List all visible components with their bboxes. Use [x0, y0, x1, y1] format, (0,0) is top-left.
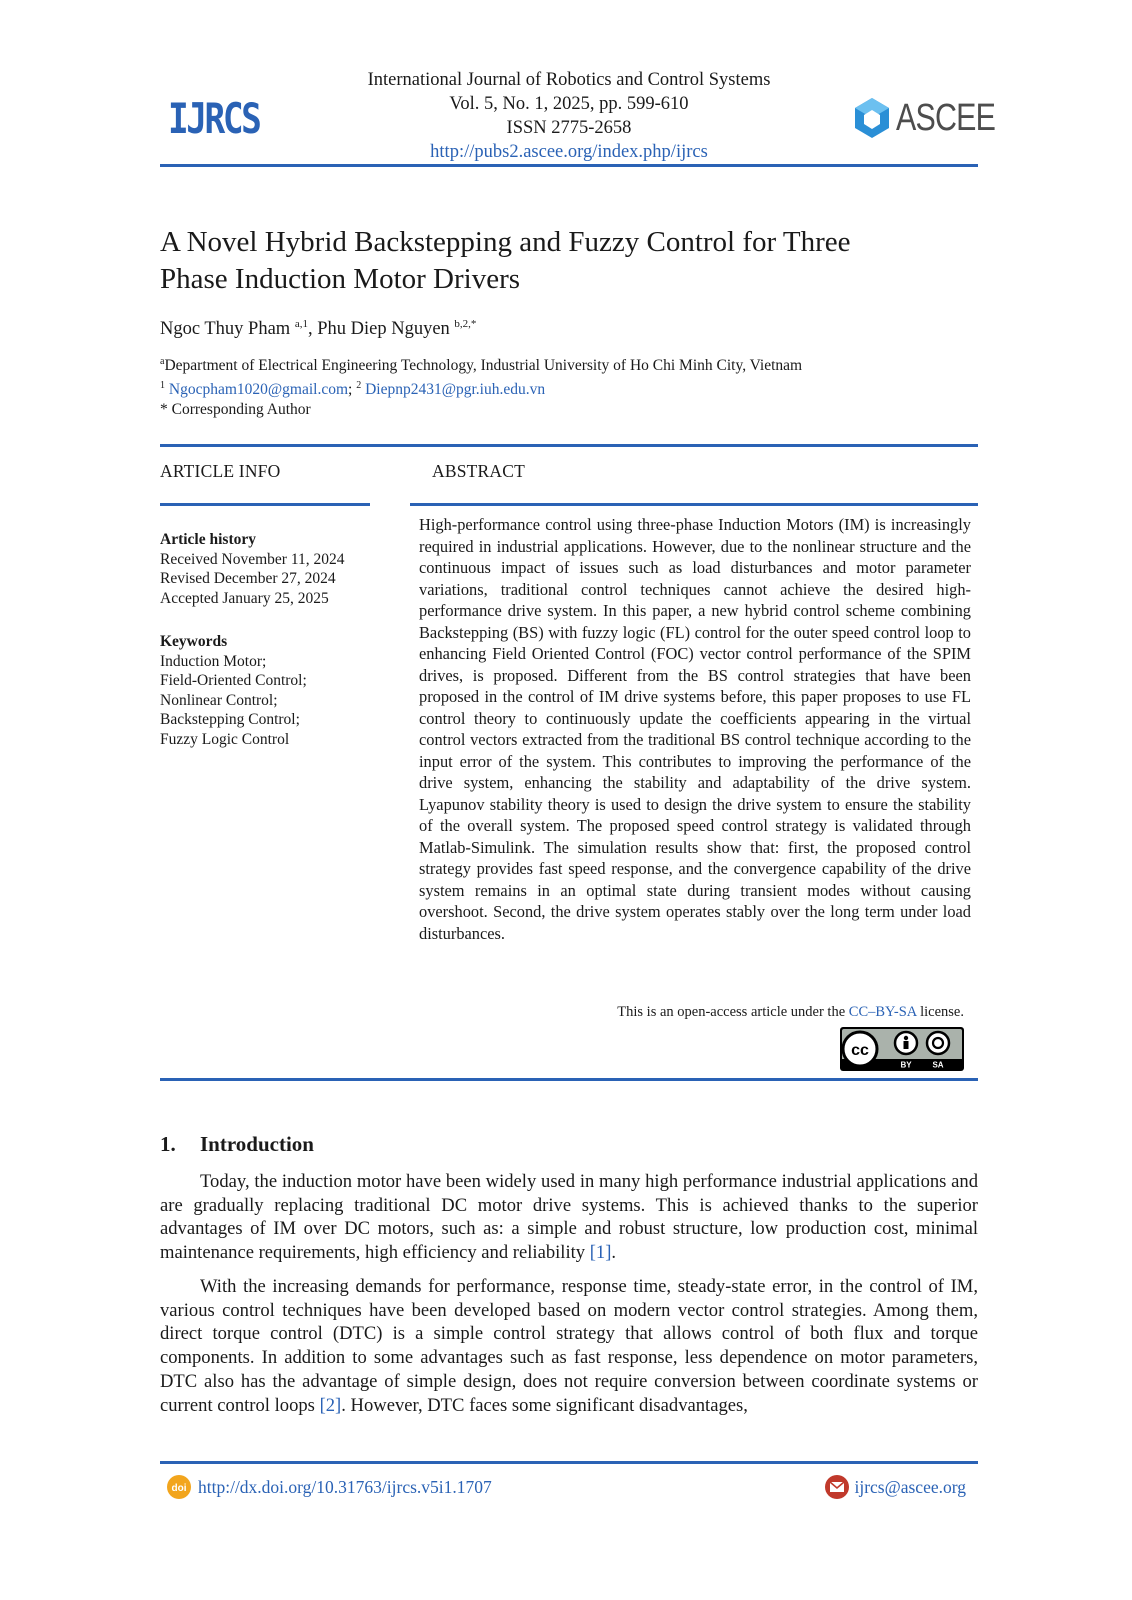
contact-email-link[interactable]: ijrcs@ascee.org	[854, 1476, 966, 1497]
ascee-hexagon-icon	[852, 96, 892, 140]
abstract-bottom-rule	[160, 1078, 978, 1081]
paragraph-text: Today, the induction motor have been widely used in many high performance industrial applications and are gradually replacing traditional DC motor drive systems. This is achieved thanks to the superior advantages of IM over DC motors, such as: a simple and robust structure, low production cost, minimal maintenance requirements, high efficiency and reliability	[160, 1171, 978, 1264]
author-name: Phu Diep Nguyen	[317, 319, 450, 340]
open-access-suffix: license.	[916, 1004, 964, 1020]
doi-icon	[166, 1474, 192, 1500]
journal-header	[160, 68, 996, 168]
journal-volume: Vol. 5, No. 1, 2025, pp. 599-610	[449, 94, 689, 114]
info-top-rule	[160, 444, 978, 447]
license-link[interactable]: CC–BY-SA	[848, 1004, 917, 1020]
paper-title	[160, 224, 978, 298]
doi-icon-text: doi	[171, 1483, 187, 1494]
footer-rule	[160, 1461, 978, 1464]
badge-by-label: BY	[900, 1060, 912, 1070]
keyword-item: Field-Oriented Control;	[160, 672, 307, 689]
email-line	[160, 376, 802, 400]
abstract-text: High-performance control using three-phase Induction Motors (IM) is increasingly required in industrial applications. However, due to the nonlinear structure and the continuous impact of issues such as load disturbances and motor parameter variations, traditional control techniques cannot achieve the desired high-performance drive system. In this paper, a new hybrid control scheme combining Backstepping (BS) with fuzzy logic (FL) control for the outer speed control loop to enhancing Field Oriented Control (FOC) vector control performance of the SPIM drives, is proposed. Different from the BS control strategies that have been proposed in the control of IM drive systems before, this paper proposes to use FL control theory to continuously update the coefficients appearing in the virtual control vectors extracted from the traditional BS control technique according to the input error of the system. This contributes to improving the performance of the drive system, enhancing the stability and adaptability of the drive system. Lyapunov stability theory is used to design the drive system to ensure the stability of the overall system. The proposed speed control strategy is validated through Matlab-Simulink. The simulation results show that: first, the proposed control strategy provides fast speed response, and the convergence capability of the drive system remains in an optimal state during transient modes without causing overshoot. Second, the drive system operates stably over the long term under load disturbances.	[419, 515, 971, 943]
author-list	[160, 318, 476, 340]
open-access-prefix: This is an open-access article under the	[617, 1004, 849, 1020]
intro-paragraph-1	[160, 1170, 978, 1265]
author-sup: a,1	[294, 318, 308, 330]
citation-link[interactable]: [1]	[589, 1242, 612, 1264]
history-label: Article history	[160, 531, 256, 548]
keyword-item: Backstepping Control;	[160, 711, 300, 728]
doi-link[interactable]: http://dx.doi.org/10.31763/ijrcs.v5i1.1707	[198, 1476, 492, 1497]
journal-url-link[interactable]: http://pubs2.ascee.org/index.php/ijrcs	[430, 142, 708, 162]
svg-text:cc: cc	[851, 1042, 869, 1059]
paragraph-text: With the increasing demands for performance, response time, steady-state error, in the control of IM, various control techniques have been developed based on modern vector control strategies. Among them, direct torque control (DTC) is a simple control strategy that allows control of both flux and torque components. In addition to some advantages such as fast response, less dependence on motor parameters, DTC also has the advantage of simple design, does not require conversion between coordinate systems or current control loops	[160, 1276, 978, 1416]
section-number: 1.	[160, 1132, 176, 1156]
journal-issn: ISSN 2775-2658	[506, 118, 632, 138]
keyword-item: Fuzzy Logic Control	[160, 730, 290, 748]
abstract-heading: ABSTRACT	[432, 461, 526, 481]
article-info-heading: ARTICLE INFO	[160, 461, 281, 481]
author-separator: ,	[307, 319, 318, 340]
email-separator: ;	[348, 381, 357, 399]
open-access-note	[419, 1004, 964, 1021]
ascee-logo[interactable]	[852, 96, 996, 140]
corresponding-author-note: * Corresponding Author	[160, 401, 311, 419]
badge-sa-label: SA	[932, 1060, 944, 1070]
ascee-logo-text: ASCEE	[896, 97, 996, 139]
email-link[interactable]: Diepnp2431@pgr.iuh.edu.vn	[365, 381, 546, 399]
email-sup: 1	[160, 380, 165, 392]
email-icon	[824, 1474, 850, 1500]
intro-paragraph-2	[160, 1275, 978, 1417]
section-heading-introduction	[160, 1132, 314, 1157]
affiliations	[160, 352, 802, 420]
keyword-item: Nonlinear Control;	[160, 691, 278, 709]
sa-share-icon	[927, 1032, 949, 1054]
email-link[interactable]: Ngocpham1020@gmail.com	[168, 381, 349, 399]
title-line-1: A Novel Hybrid Backstepping and Fuzzy Control for Three	[160, 226, 851, 258]
affiliation-sup: a	[160, 356, 165, 367]
cc-by-sa-badge[interactable]	[840, 1027, 964, 1071]
article-info-panel	[160, 530, 390, 749]
revised-date: Revised December 27, 2024	[160, 570, 336, 587]
section-title: Introduction	[200, 1132, 314, 1156]
email-sup: 2	[356, 380, 362, 392]
accepted-date: Accepted January 25, 2025	[160, 589, 329, 607]
article-info-rule	[160, 503, 370, 506]
keyword-item: Induction Motor;	[160, 652, 267, 670]
page-footer	[160, 1470, 978, 1510]
citation-link[interactable]: [2]	[319, 1394, 342, 1416]
author-name: Ngoc Thuy Pham	[160, 319, 291, 340]
affiliation-line	[160, 352, 802, 376]
keywords-label: Keywords	[160, 633, 228, 650]
affiliation-text: Department of Electrical Engineering Technology, Industrial University of Ho Chi Minh City, Vietnam	[164, 357, 803, 375]
paragraph-text: .	[611, 1242, 617, 1264]
paragraph-text: . However, DTC faces some significant disadvantages,	[341, 1394, 748, 1416]
ijrcs-logo[interactable]: IJRCS	[168, 94, 260, 143]
received-date: Received November 11, 2024	[160, 550, 345, 568]
header-rule	[160, 164, 978, 167]
journal-name: International Journal of Robotics and Control Systems	[367, 70, 771, 90]
author-sup: b,2,*	[454, 318, 477, 330]
title-line-2: Phase Induction Motor Drivers	[160, 263, 521, 295]
abstract-rule	[410, 503, 978, 506]
